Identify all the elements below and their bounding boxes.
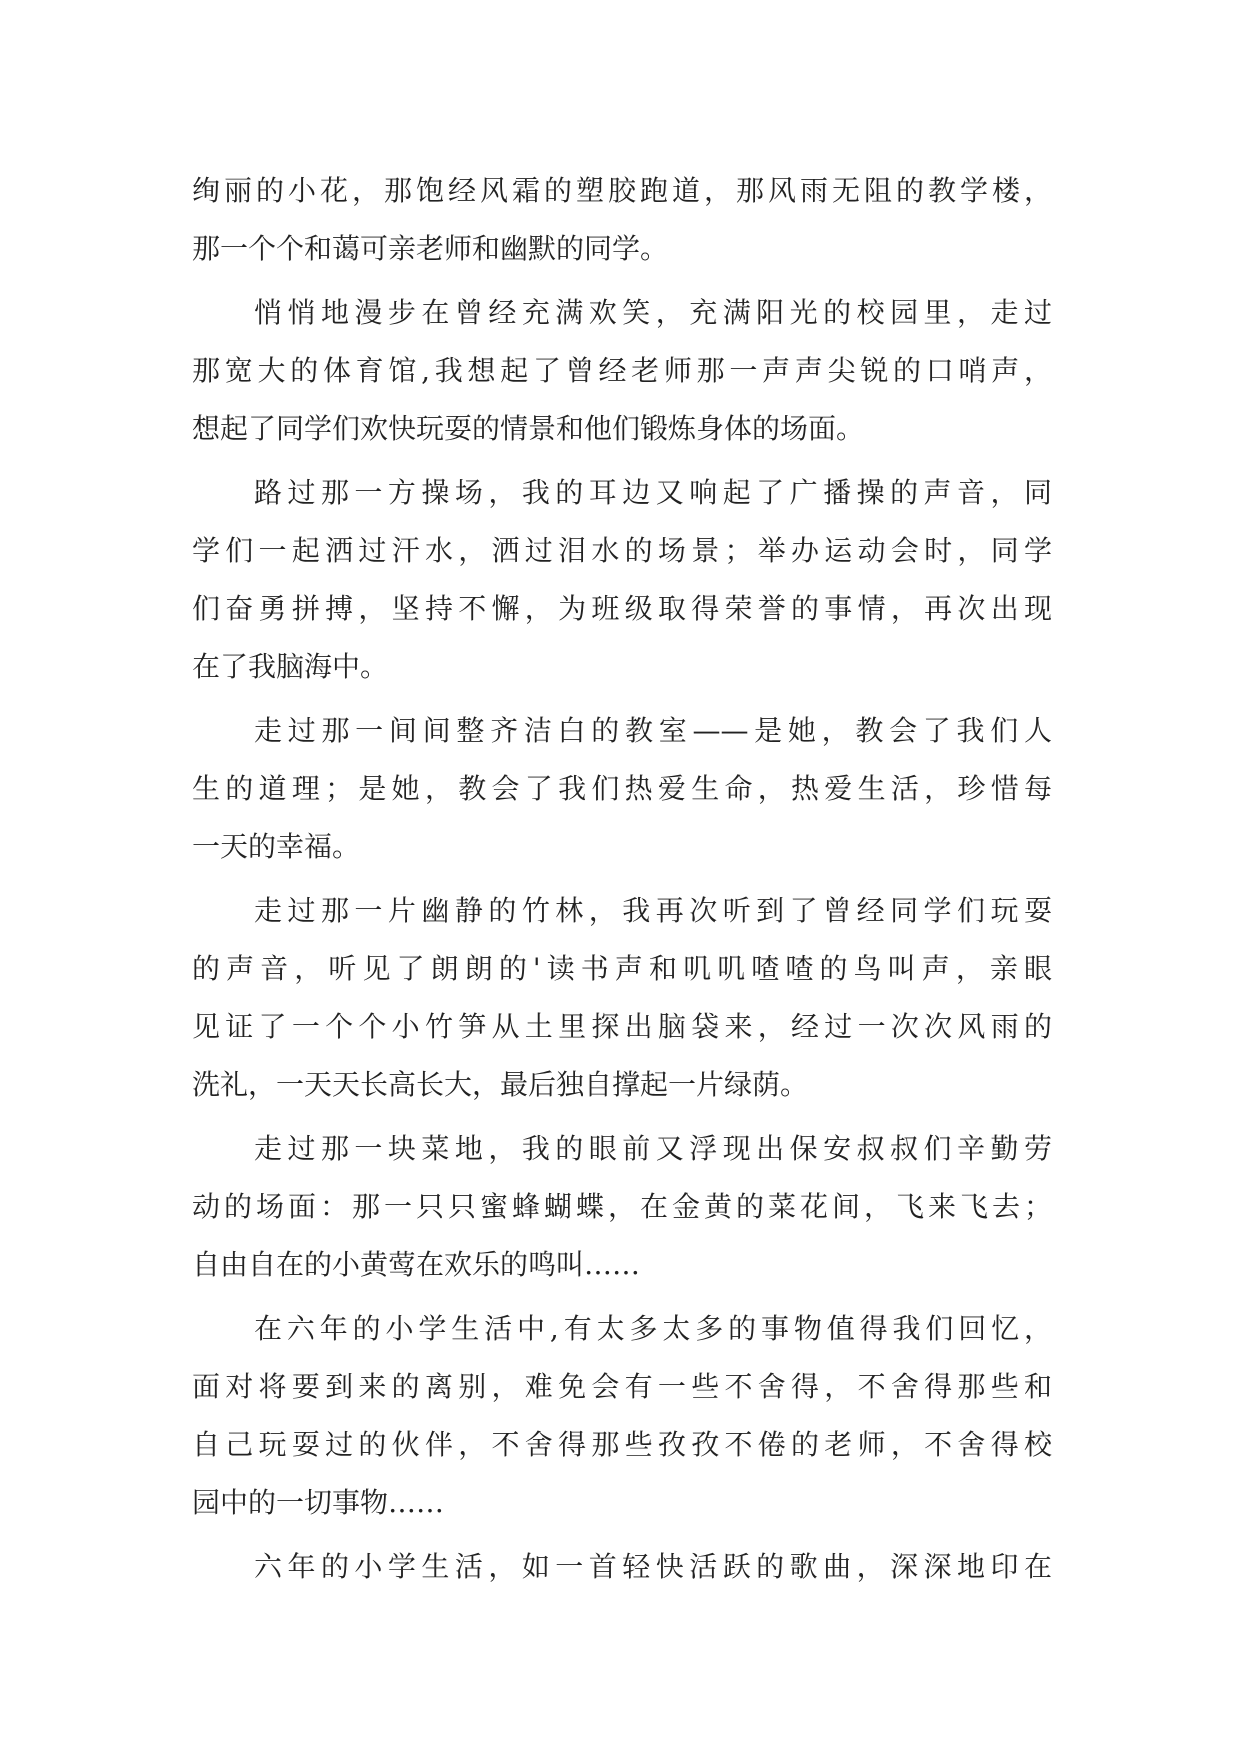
text-line: 想起了同学们欢快玩耍的情景和他们锻炼身体的场面。 (192, 412, 865, 445)
paragraph (192, 162, 1052, 278)
text-line: 六年的小学生活，如一首轻快活跃的歌曲，深深地印在 (254, 1550, 1052, 1583)
text-line: 在六年的小学生活中,有太多太多的事物值得我们回忆， (254, 1312, 1052, 1345)
paragraph (192, 882, 1052, 1114)
text-line: 一天的幸福。 (192, 830, 361, 863)
paragraph (192, 284, 1052, 458)
text-line: 那宽大的体育馆,我想起了曾经老师那一声声尖锐的口哨声， (192, 354, 1052, 387)
text-line: 洗礼，一天天长高长大，最后独自撑起一片绿荫。 (192, 1068, 809, 1101)
text-line: 园中的一切事物…… (192, 1486, 445, 1519)
paragraph (192, 1300, 1052, 1532)
text-line: 悄悄地漫步在曾经充满欢笑，充满阳光的校园里，走过 (254, 296, 1052, 329)
text-line: 在了我脑海中。 (192, 650, 389, 683)
text-line: 那一个个和蔼可亲老师和幽默的同学。 (192, 232, 669, 265)
text-line: 走过那一片幽静的竹林，我再次听到了曾经同学们玩耍 (254, 894, 1052, 927)
paragraph (192, 1120, 1052, 1294)
text-line: 走过那一间间整齐洁白的教室——是她，教会了我们人 (254, 714, 1052, 747)
text-line: 路过那一方操场，我的耳边又响起了广播操的声音，同 (254, 476, 1052, 509)
text-line: 自由自在的小黄莺在欢乐的鸣叫…… (192, 1248, 641, 1281)
text-line: 学们一起洒过汗水，洒过泪水的场景；举办运动会时，同学 (192, 534, 1052, 567)
document-body (192, 162, 1052, 1602)
text-line: 动的场面：那一只只蜜蜂蝴蝶，在金黄的菜花间，飞来飞去； (192, 1190, 1052, 1223)
paragraph (192, 702, 1052, 876)
text-line: 自己玩耍过的伙伴，不舍得那些孜孜不倦的老师，不舍得校 (192, 1428, 1052, 1461)
paragraph (192, 464, 1052, 696)
text-line: 生的道理；是她，教会了我们热爱生命，热爱生活，珍惜每 (192, 772, 1052, 805)
text-line: 走过那一块菜地，我的眼前又浮现出保安叔叔们辛勤劳 (254, 1132, 1052, 1165)
text-line: 的声音，听见了朗朗的'读书声和叽叽喳喳的鸟叫声，亲眼 (192, 952, 1052, 985)
paragraph (192, 1538, 1052, 1596)
text-line: 面对将要到来的离别，难免会有一些不舍得，不舍得那些和 (192, 1370, 1052, 1403)
text-line: 们奋勇拼搏，坚持不懈，为班级取得荣誉的事情，再次出现 (192, 592, 1052, 625)
text-line: 见证了一个个小竹笋从土里探出脑袋来，经过一次次风雨的 (192, 1010, 1052, 1043)
text-line: 绚丽的小花，那饱经风霜的塑胶跑道，那风雨无阻的教学楼， (192, 174, 1052, 207)
